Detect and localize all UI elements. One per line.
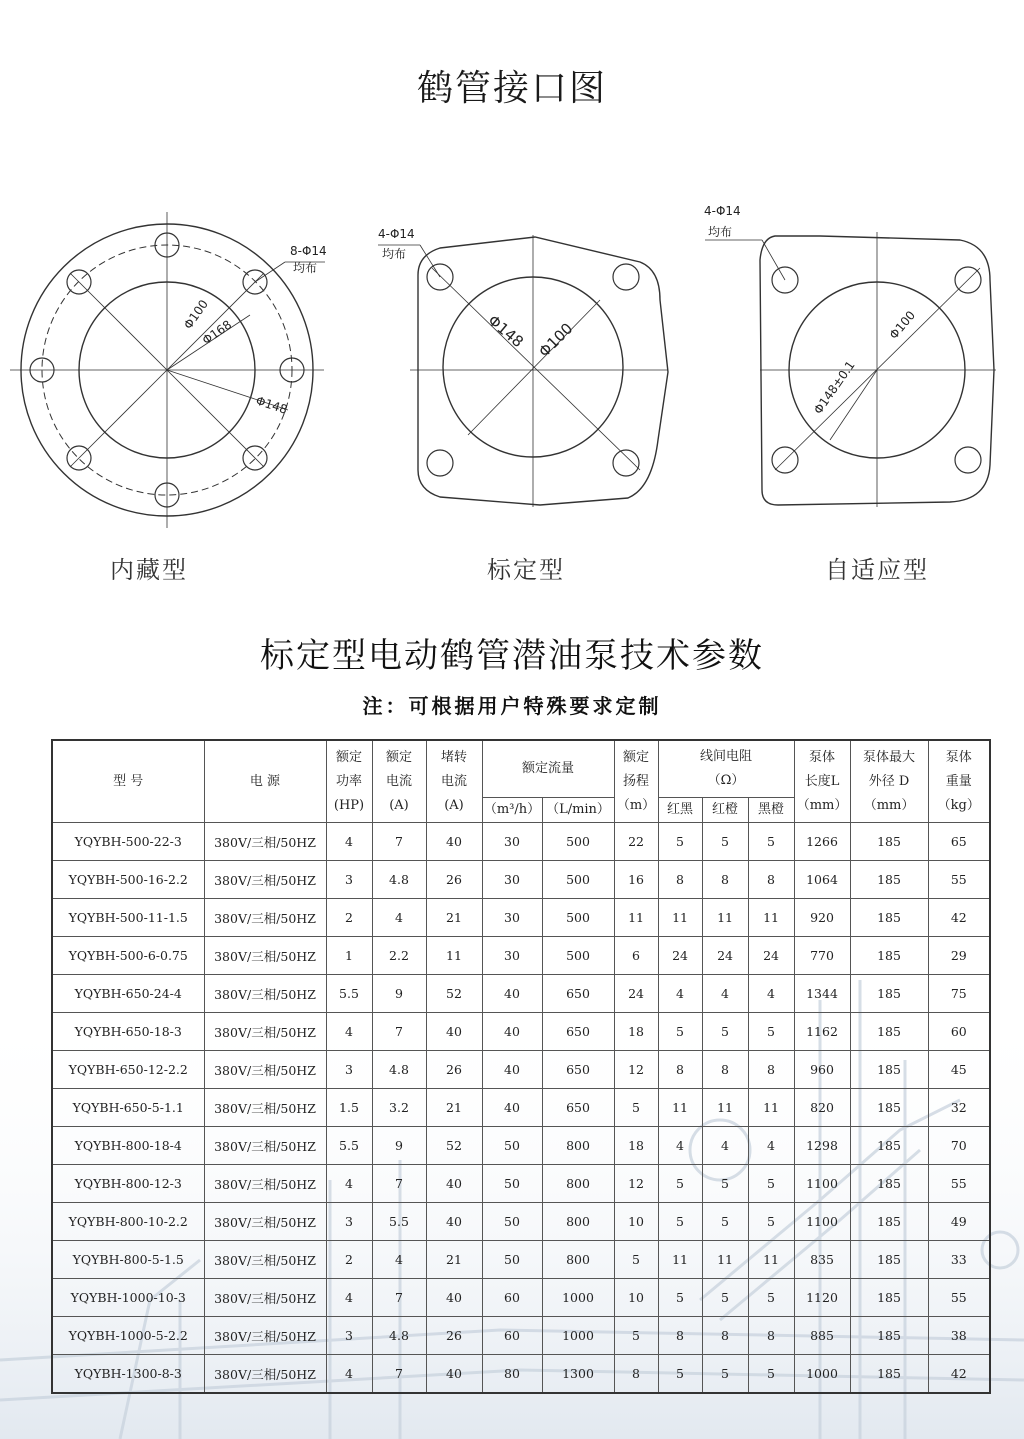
cell-weight: 42: [928, 899, 990, 937]
cell-model: YQYBH-800-18-4: [52, 1127, 204, 1165]
cell-weight: 29: [928, 937, 990, 975]
cell-flow-m3h: 40: [482, 1013, 542, 1051]
cell-weight: 32: [928, 1089, 990, 1127]
table-row: [52, 1165, 990, 1203]
cell-weight: 70: [928, 1127, 990, 1165]
cell-flow-lmin: 800: [542, 1165, 614, 1203]
cell-locked-a: 21: [426, 1241, 482, 1279]
cell-flow-m3h: 30: [482, 899, 542, 937]
standard-bolt-spec: 4-Φ14: [378, 227, 415, 241]
cell-hp: 3: [326, 1317, 372, 1355]
cell-od: 185: [850, 1317, 928, 1355]
cell-model: YQYBH-1000-10-3: [52, 1279, 204, 1317]
cell-locked-a: 40: [426, 1203, 482, 1241]
cell-flow-m3h: 60: [482, 1279, 542, 1317]
cell-hp: 2: [326, 1241, 372, 1279]
cell-rb: 5: [658, 1013, 702, 1051]
cell-head: 16: [614, 861, 658, 899]
cell-model: YQYBH-500-11-1.5: [52, 899, 204, 937]
cell-od: 185: [850, 1013, 928, 1051]
table-row: [52, 1051, 990, 1089]
label-built-in: 内藏型: [110, 556, 188, 584]
cell-length: 1120: [794, 1279, 850, 1317]
cell-head: 6: [614, 937, 658, 975]
cell-hp: 4: [326, 1279, 372, 1317]
cell-flow-lmin: 500: [542, 861, 614, 899]
cell-bo: 4: [748, 1127, 794, 1165]
cell-model: YQYBH-650-18-3: [52, 1013, 204, 1051]
cell-rated-a: 4: [372, 899, 426, 937]
table-row: [52, 1127, 990, 1165]
cell-length: 1162: [794, 1013, 850, 1051]
cell-power: 380V/三相/50HZ: [204, 1317, 326, 1355]
header-pump-weight: 泵体 重量 （kg）: [928, 740, 990, 823]
cell-ro: 5: [702, 1203, 748, 1241]
cell-power: 380V/三相/50HZ: [204, 975, 326, 1013]
adaptive-dim-outer: Φ148±0.1: [810, 358, 858, 417]
cell-flow-lmin: 650: [542, 1051, 614, 1089]
cell-ro: 8: [702, 861, 748, 899]
cell-length: 1344: [794, 975, 850, 1013]
table-row: [52, 1355, 990, 1394]
cell-flow-m3h: 30: [482, 861, 542, 899]
cell-flow-lmin: 800: [542, 1241, 614, 1279]
cell-model: YQYBH-650-5-1.1: [52, 1089, 204, 1127]
cell-length: 835: [794, 1241, 850, 1279]
spec-table: [51, 739, 991, 1394]
cell-flow-m3h: 50: [482, 1165, 542, 1203]
cell-weight: 55: [928, 861, 990, 899]
cell-od: 185: [850, 823, 928, 861]
cell-power: 380V/三相/50HZ: [204, 937, 326, 975]
header-flow-m3h: （m³/h）: [482, 798, 542, 823]
cell-weight: 55: [928, 1279, 990, 1317]
cell-power: 380V/三相/50HZ: [204, 1127, 326, 1165]
cell-od: 185: [850, 1089, 928, 1127]
header-rated-flow: 额定流量: [482, 740, 614, 798]
cell-rb: 11: [658, 1089, 702, 1127]
cell-ro: 4: [702, 1127, 748, 1165]
cell-head: 5: [614, 1241, 658, 1279]
cell-model: YQYBH-800-5-1.5: [52, 1241, 204, 1279]
cell-rb: 24: [658, 937, 702, 975]
cell-weight: 65: [928, 823, 990, 861]
cell-rb: 5: [658, 823, 702, 861]
cell-rated-a: 9: [372, 1127, 426, 1165]
cell-power: 380V/三相/50HZ: [204, 1203, 326, 1241]
cell-od: 185: [850, 1241, 928, 1279]
cell-ro: 5: [702, 1355, 748, 1394]
cell-weight: 33: [928, 1241, 990, 1279]
cell-locked-a: 40: [426, 1165, 482, 1203]
table-row: [52, 1203, 990, 1241]
built-in-flange-drawing: [10, 212, 325, 528]
cell-length: 1064: [794, 861, 850, 899]
cell-rated-a: 4: [372, 1241, 426, 1279]
cell-locked-a: 40: [426, 823, 482, 861]
cell-head: 18: [614, 1013, 658, 1051]
cell-bo: 5: [748, 1165, 794, 1203]
cell-rb: 5: [658, 1279, 702, 1317]
cell-ro: 24: [702, 937, 748, 975]
cell-od: 185: [850, 1355, 928, 1394]
header-pump-length: 泵体 长度L （mm）: [794, 740, 850, 823]
cell-power: 380V/三相/50HZ: [204, 899, 326, 937]
cell-ro: 5: [702, 1165, 748, 1203]
table-row: [52, 1279, 990, 1317]
cell-power: 380V/三相/50HZ: [204, 1089, 326, 1127]
cell-rated-a: 4.8: [372, 1317, 426, 1355]
built-in-dim-pcd: Φ168: [199, 317, 235, 348]
adaptive-bolt-spec: 4-Φ14: [704, 204, 741, 218]
cell-od: 185: [850, 899, 928, 937]
cell-locked-a: 11: [426, 937, 482, 975]
cell-od: 185: [850, 861, 928, 899]
cell-flow-m3h: 40: [482, 1051, 542, 1089]
cell-model: YQYBH-500-6-0.75: [52, 937, 204, 975]
cell-rated-a: 7: [372, 1013, 426, 1051]
cell-rb: 5: [658, 1355, 702, 1394]
built-in-dim-inner: Φ100: [180, 297, 212, 332]
cell-flow-m3h: 30: [482, 823, 542, 861]
cell-flow-lmin: 650: [542, 975, 614, 1013]
cell-power: 380V/三相/50HZ: [204, 1013, 326, 1051]
cell-rb: 8: [658, 861, 702, 899]
cell-length: 1100: [794, 1165, 850, 1203]
cell-hp: 4: [326, 1355, 372, 1394]
cell-od: 185: [850, 1279, 928, 1317]
header-res-red-orange: 红橙: [702, 798, 748, 823]
cell-hp: 5.5: [326, 975, 372, 1013]
cell-length: 920: [794, 899, 850, 937]
cell-hp: 4: [326, 1013, 372, 1051]
cell-head: 10: [614, 1203, 658, 1241]
standard-dim-a: Φ148: [484, 311, 527, 352]
cell-head: 11: [614, 899, 658, 937]
cell-rb: 8: [658, 1051, 702, 1089]
cell-model: YQYBH-500-16-2.2: [52, 861, 204, 899]
cell-ro: 4: [702, 975, 748, 1013]
header-rated-current: 额定 电流 (A): [372, 740, 426, 823]
cell-bo: 4: [748, 975, 794, 1013]
table-row: [52, 861, 990, 899]
cell-rated-a: 5.5: [372, 1203, 426, 1241]
cell-weight: 42: [928, 1355, 990, 1394]
table-row: [52, 1317, 990, 1355]
cell-flow-lmin: 650: [542, 1089, 614, 1127]
cell-ro: 11: [702, 1241, 748, 1279]
cell-rated-a: 2.2: [372, 937, 426, 975]
cell-rated-a: 7: [372, 1355, 426, 1394]
cell-weight: 45: [928, 1051, 990, 1089]
cell-rb: 5: [658, 1203, 702, 1241]
cell-rated-a: 9: [372, 975, 426, 1013]
cell-model: YQYBH-1300-8-3: [52, 1355, 204, 1394]
cell-od: 185: [850, 1051, 928, 1089]
table-row: [52, 1089, 990, 1127]
cell-power: 380V/三相/50HZ: [204, 1051, 326, 1089]
cell-ro: 8: [702, 1051, 748, 1089]
cell-power: 380V/三相/50HZ: [204, 1241, 326, 1279]
table-row: [52, 975, 990, 1013]
cell-head: 24: [614, 975, 658, 1013]
cell-hp: 1.5: [326, 1089, 372, 1127]
cell-hp: 2: [326, 899, 372, 937]
header-model: 型 号: [52, 740, 204, 823]
cell-bo: 11: [748, 1241, 794, 1279]
cell-rb: 5: [658, 1165, 702, 1203]
cell-head: 5: [614, 1089, 658, 1127]
cell-flow-lmin: 500: [542, 937, 614, 975]
header-locked-current: 堵转 电流 (A): [426, 740, 482, 823]
cell-od: 185: [850, 975, 928, 1013]
cell-flow-m3h: 50: [482, 1127, 542, 1165]
cell-hp: 3: [326, 1203, 372, 1241]
cell-length: 820: [794, 1089, 850, 1127]
cell-rated-a: 7: [372, 1279, 426, 1317]
cell-weight: 75: [928, 975, 990, 1013]
cell-locked-a: 40: [426, 1279, 482, 1317]
table-row: [52, 937, 990, 975]
cell-bo: 8: [748, 1051, 794, 1089]
standard-flange-drawing: [378, 235, 668, 507]
cell-od: 185: [850, 1165, 928, 1203]
cell-od: 185: [850, 1127, 928, 1165]
cell-flow-lmin: 1000: [542, 1279, 614, 1317]
cell-model: YQYBH-650-24-4: [52, 975, 204, 1013]
cell-bo: 5: [748, 1279, 794, 1317]
cell-length: 1000: [794, 1355, 850, 1394]
cell-bo: 11: [748, 1089, 794, 1127]
table-row: [52, 1013, 990, 1051]
cell-bo: 8: [748, 1317, 794, 1355]
header-rated-power: 额定 功率 (HP): [326, 740, 372, 823]
cell-weight: 49: [928, 1203, 990, 1241]
header-res-black-orange: 黑橙: [748, 798, 794, 823]
adaptive-bolt-note: 均布: [708, 225, 733, 239]
cell-rated-a: 7: [372, 1165, 426, 1203]
cell-length: 960: [794, 1051, 850, 1089]
cell-head: 8: [614, 1355, 658, 1394]
cell-power: 380V/三相/50HZ: [204, 1355, 326, 1394]
header-res-red-black: 红黑: [658, 798, 702, 823]
cell-rated-a: 3.2: [372, 1089, 426, 1127]
cell-hp: 3: [326, 861, 372, 899]
cell-ro: 5: [702, 1279, 748, 1317]
flange-drawings: [0, 190, 1024, 530]
cell-locked-a: 52: [426, 975, 482, 1013]
cell-locked-a: 26: [426, 1317, 482, 1355]
cell-model: YQYBH-800-12-3: [52, 1165, 204, 1203]
cell-rated-a: 4.8: [372, 1051, 426, 1089]
cell-locked-a: 52: [426, 1127, 482, 1165]
standard-dim-b: Φ100: [535, 319, 577, 361]
header-line-resistance: 线间电阻 （Ω）: [658, 740, 794, 798]
cell-length: 885: [794, 1317, 850, 1355]
cell-model: YQYBH-1000-5-2.2: [52, 1317, 204, 1355]
cell-flow-lmin: 800: [542, 1203, 614, 1241]
cell-od: 185: [850, 937, 928, 975]
cell-rb: 11: [658, 1241, 702, 1279]
cell-head: 22: [614, 823, 658, 861]
cell-weight: 55: [928, 1165, 990, 1203]
cell-head: 5: [614, 1317, 658, 1355]
cell-rb: 4: [658, 1127, 702, 1165]
table-row: [52, 899, 990, 937]
cell-bo: 5: [748, 823, 794, 861]
built-in-dim-outer: Φ148: [254, 393, 290, 417]
cell-head: 18: [614, 1127, 658, 1165]
cell-power: 380V/三相/50HZ: [204, 823, 326, 861]
cell-flow-lmin: 1300: [542, 1355, 614, 1394]
cell-flow-lmin: 1000: [542, 1317, 614, 1355]
cell-ro: 8: [702, 1317, 748, 1355]
adaptive-dim-inner: Φ100: [886, 308, 919, 342]
built-in-bolt-spec: 8-Φ14: [290, 244, 327, 258]
spec-table-body: [52, 823, 990, 1394]
cell-length: 1100: [794, 1203, 850, 1241]
cell-length: 770: [794, 937, 850, 975]
cell-head: 12: [614, 1051, 658, 1089]
table-title: 标定型电动鹤管潜油泵技术参数: [260, 636, 764, 676]
cell-flow-m3h: 80: [482, 1355, 542, 1394]
cell-locked-a: 26: [426, 1051, 482, 1089]
cell-flow-lmin: 500: [542, 899, 614, 937]
cell-ro: 11: [702, 899, 748, 937]
cell-hp: 1: [326, 937, 372, 975]
cell-ro: 5: [702, 823, 748, 861]
cell-bo: 11: [748, 899, 794, 937]
cell-flow-lmin: 650: [542, 1013, 614, 1051]
cell-bo: 24: [748, 937, 794, 975]
cell-locked-a: 26: [426, 861, 482, 899]
cell-weight: 38: [928, 1317, 990, 1355]
cell-rb: 8: [658, 1317, 702, 1355]
cell-od: 185: [850, 1203, 928, 1241]
cell-bo: 5: [748, 1013, 794, 1051]
cell-weight: 60: [928, 1013, 990, 1051]
header-pump-max-od: 泵体最大 外径 D （mm）: [850, 740, 928, 823]
cell-hp: 4: [326, 823, 372, 861]
cell-flow-m3h: 40: [482, 975, 542, 1013]
cell-flow-m3h: 30: [482, 937, 542, 975]
cell-bo: 8: [748, 861, 794, 899]
built-in-bolt-note: 均布: [293, 261, 318, 275]
cell-ro: 11: [702, 1089, 748, 1127]
label-standard: 标定型: [487, 556, 565, 584]
cell-flow-lmin: 500: [542, 823, 614, 861]
custom-note: 注：可根据用户特殊要求定制: [362, 694, 662, 718]
cell-power: 380V/三相/50HZ: [204, 1279, 326, 1317]
table-row: [52, 823, 990, 861]
cell-model: YQYBH-650-12-2.2: [52, 1051, 204, 1089]
label-adaptive: 自适应型: [825, 556, 929, 584]
cell-flow-m3h: 50: [482, 1241, 542, 1279]
header-power-supply: 电 源: [204, 740, 326, 823]
cell-rated-a: 4.8: [372, 861, 426, 899]
cell-bo: 5: [748, 1355, 794, 1394]
cell-hp: 4: [326, 1165, 372, 1203]
cell-length: 1298: [794, 1127, 850, 1165]
cell-locked-a: 21: [426, 899, 482, 937]
cell-rb: 4: [658, 975, 702, 1013]
cell-bo: 5: [748, 1203, 794, 1241]
cell-hp: 5.5: [326, 1127, 372, 1165]
cell-flow-m3h: 60: [482, 1317, 542, 1355]
cell-head: 12: [614, 1165, 658, 1203]
cell-length: 1266: [794, 823, 850, 861]
cell-head: 10: [614, 1279, 658, 1317]
standard-bolt-note: 均布: [382, 247, 407, 261]
cell-locked-a: 40: [426, 1355, 482, 1394]
cell-locked-a: 40: [426, 1013, 482, 1051]
cell-model: YQYBH-500-22-3: [52, 823, 204, 861]
cell-power: 380V/三相/50HZ: [204, 861, 326, 899]
page-title: 鹤管接口图: [416, 68, 607, 109]
cell-flow-lmin: 800: [542, 1127, 614, 1165]
cell-rb: 11: [658, 899, 702, 937]
cell-flow-m3h: 50: [482, 1203, 542, 1241]
cell-model: YQYBH-800-10-2.2: [52, 1203, 204, 1241]
cell-ro: 5: [702, 1013, 748, 1051]
cell-power: 380V/三相/50HZ: [204, 1165, 326, 1203]
cell-hp: 3: [326, 1051, 372, 1089]
cell-flow-m3h: 40: [482, 1089, 542, 1127]
cell-locked-a: 21: [426, 1089, 482, 1127]
header-flow-lmin: （L/min）: [542, 798, 614, 823]
table-row: [52, 1241, 990, 1279]
cell-rated-a: 7: [372, 823, 426, 861]
header-rated-head: 额定 扬程 （m）: [614, 740, 658, 823]
